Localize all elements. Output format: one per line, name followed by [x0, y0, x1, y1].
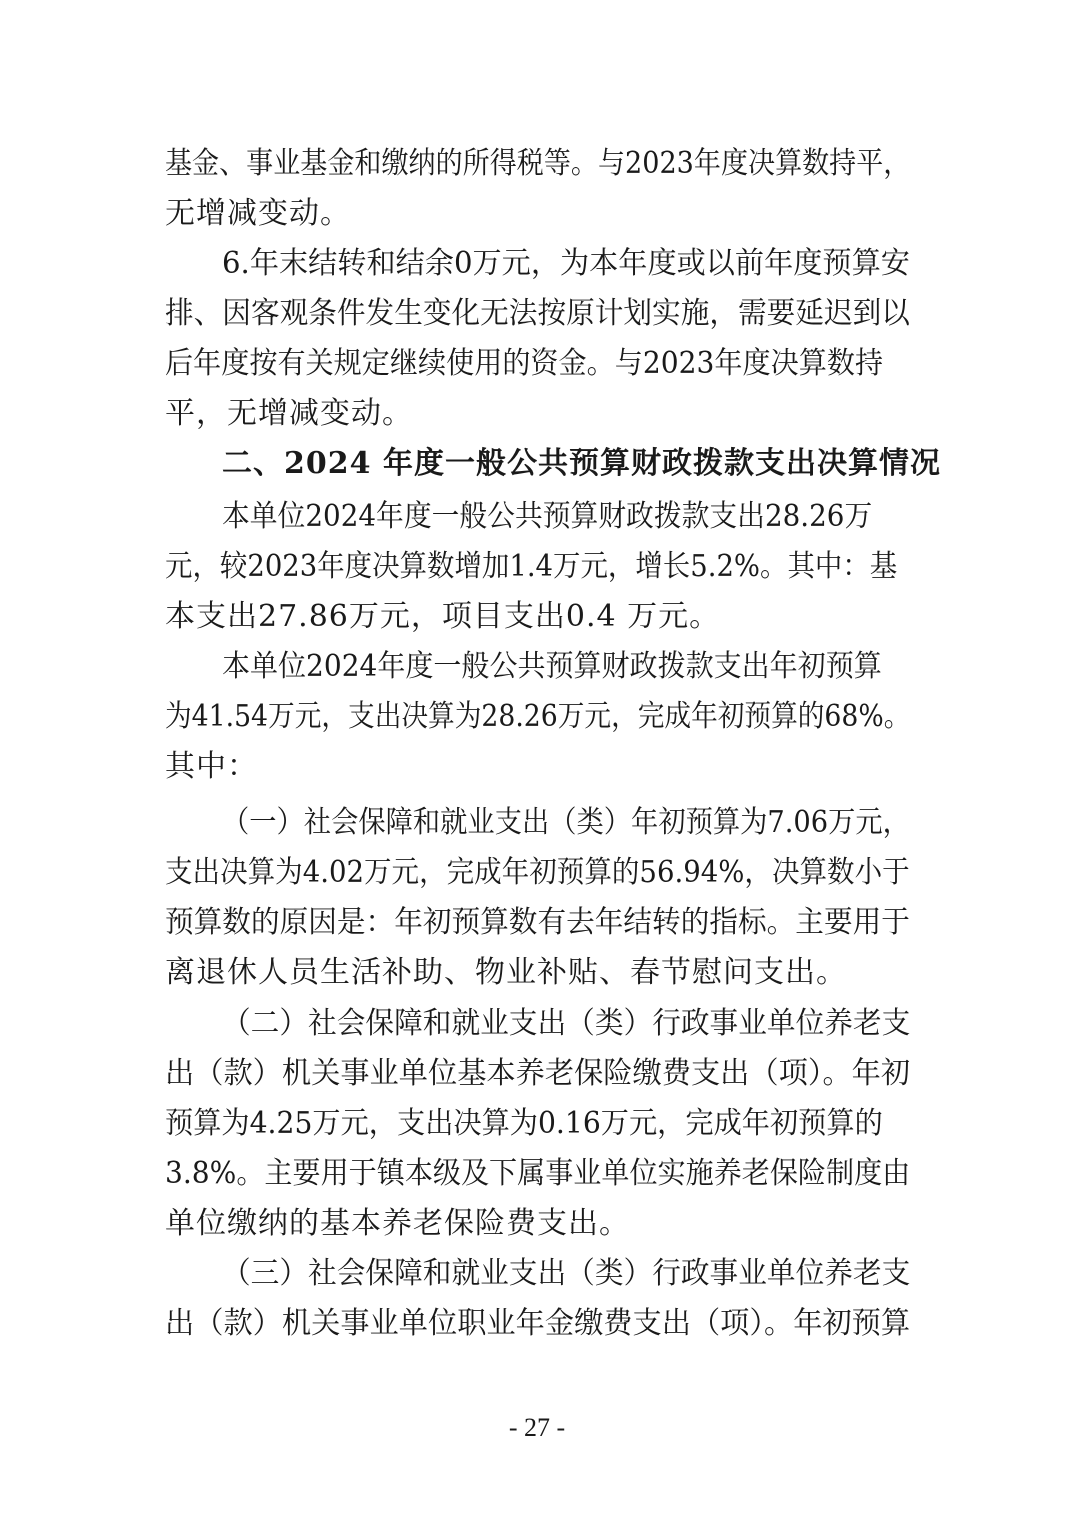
text-line-14: （一）社会保障和就业支出（类）年初预算为7.06万元，: [222, 805, 910, 840]
text-line-10: 本支出27.86万元，项目支出0.4 万元。: [165, 599, 721, 634]
text-line-13: 其中：: [165, 749, 258, 784]
page-number: - 27 -: [508, 1413, 566, 1442]
text-line-12: 为41.54万元，支出决算为28.26万元，完成年初预算的68%。: [165, 699, 911, 734]
text-line-8: 本单位2024年度一般公共预算财政拨款支出28.26万: [222, 499, 873, 534]
text-line-15: 支出决算为4.02万元，完成年初预算的56.94%，决算数小于: [165, 855, 910, 890]
text-line-6: 平，无增减变动。: [165, 396, 413, 431]
text-line-17: 离退休人员生活补助、物业补贴、春节慰问支出。: [165, 955, 847, 990]
text-line-9: 元，较2023年度决算数增加1.4万元，增长5.2%。其中：基: [165, 549, 898, 584]
text-line-24: 出（款）机关事业单位职业年金缴费支出（项）。年初预算: [165, 1306, 911, 1341]
text-line-22: 单位缴纳的基本养老保险费支出。: [165, 1206, 630, 1241]
text-line-4: 排、因客观条件发生变化无法按原计划实施，需要延迟到以: [165, 296, 910, 331]
text-line-1: 基金、事业基金和缴纳的所得税等。与2023年度决算数持平，: [165, 146, 911, 181]
text-line-21: 3.8%。主要用于镇本级及下属事业单位实施养老保险制度由: [165, 1156, 911, 1191]
text-line-11: 本单位2024年度一般公共预算财政拨款支出年初预算: [222, 649, 882, 684]
text-line-23: （三）社会保障和就业支出（类）行政事业单位养老支: [222, 1256, 911, 1291]
text-line-2: 无增减变动。: [165, 196, 351, 231]
text-line-16: 预算数的原因是：年初预算数有去年结转的指标。主要用于: [165, 905, 910, 940]
text-line-18: （二）社会保障和就业支出（类）行政事业单位养老支: [222, 1006, 911, 1041]
text-line-20: 预算为4.25万元，支出决算为0.16万元，完成年初预算的: [165, 1106, 883, 1141]
text-line-5: 后年度按有关规定继续使用的资金。与2023年度决算数持: [165, 346, 884, 381]
section-heading: 二、2024 年度一般公共预算财政拨款支出决算情况: [222, 446, 941, 481]
text-line-19: 出（款）机关事业单位基本养老保险缴费支出（项）。年初: [165, 1056, 911, 1091]
text-line-3: 6.年末结转和结余0万元，为本年度或以前年度预算安: [222, 246, 910, 281]
